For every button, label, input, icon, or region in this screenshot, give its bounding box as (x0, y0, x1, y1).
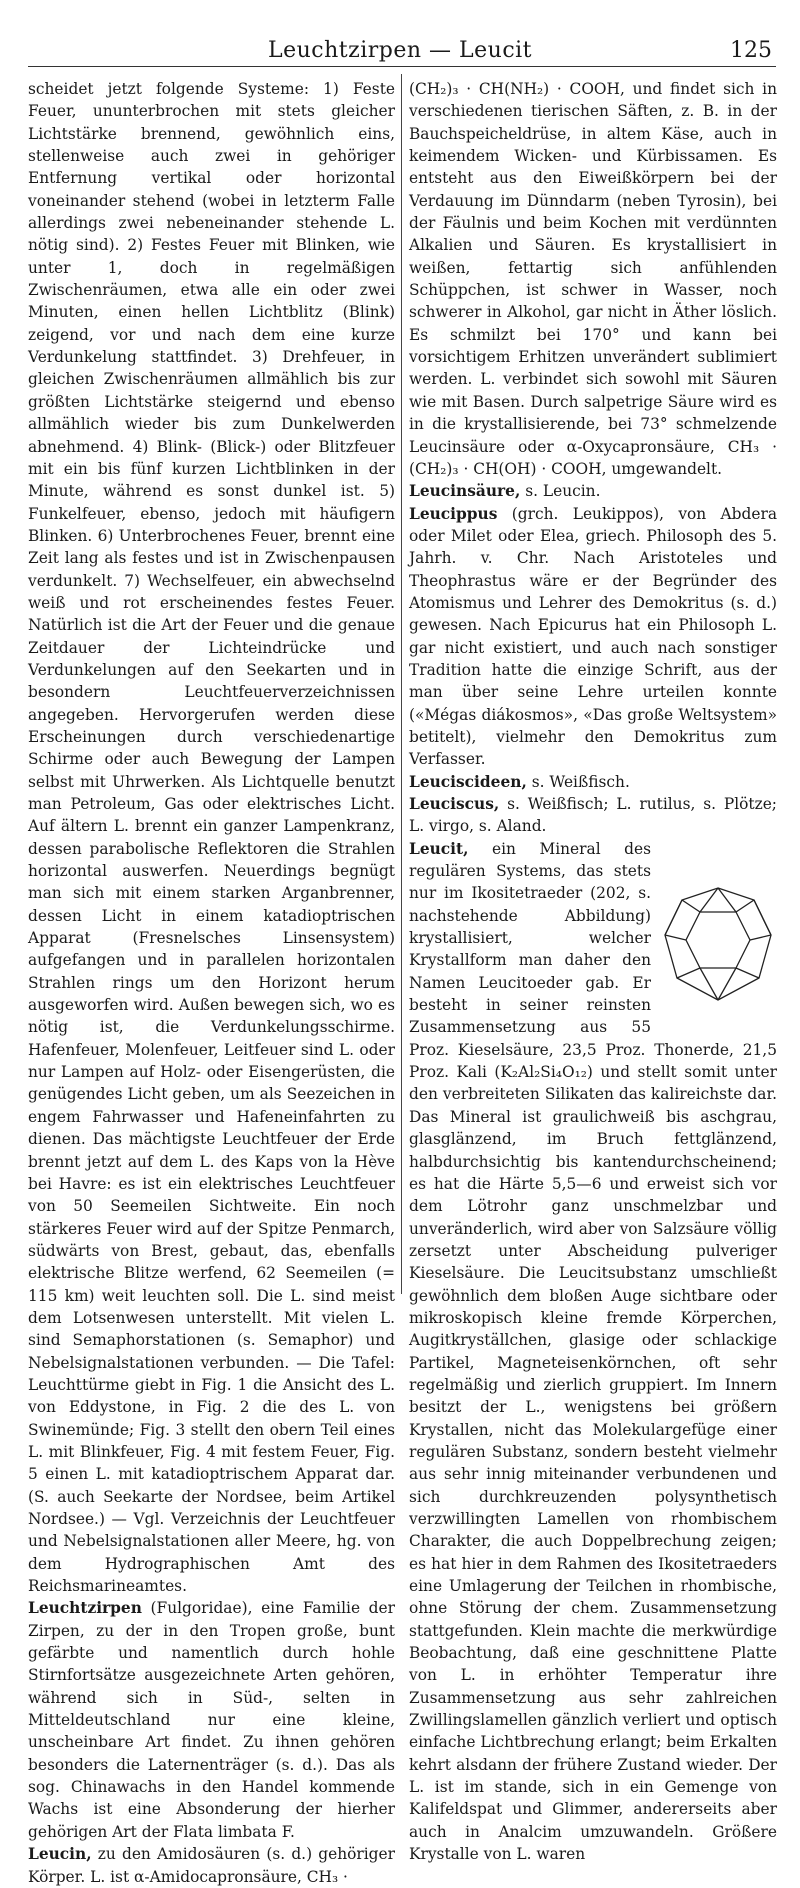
entry-text: s. Leucin. (520, 482, 601, 501)
entry-leucin (28, 1843, 395, 1888)
left-column (28, 78, 395, 1888)
icositetrahedron-crystal-illustration (659, 840, 777, 1030)
header-rule (28, 66, 776, 67)
headword: Leuciscus, (409, 795, 500, 813)
leucin-continuation: (CH₂)₃ · CH(NH₂) · COOH, und findet sich in verschiedenen tierischen Säften, z. B. in der Bauchspeicheldrüse, in altem Käse, auch in keimendem Wicken- und Kürbissamen. Es entsteht aus den Eiweißkörpern bei der Verdauung im Dünndarm (neben Tyrosin), bei der Fäulnis und beim Kochen mit verdünnten Alkalien und Säuren. Es krystallisiert in weißen, fettartig sich anfühlenden Schüppchen, ist schwer in Wasser, noch schwerer in Alkohol, gar nicht in Äther löslich. Es schmilzt bei 170° und kann bei vorsichtigem Erhitzen unverändert sublimiert werden. L. verbindet sich sowohl mit Säuren wie mit Basen. Durch salpetrige Säure wird es in die krystallisierende, bei 73° schmelzende Leucinsäure oder α-Oxycapronsäure, CH₃ · (CH₂)₃ · CH(OH) · COOH, umgewandelt. (409, 80, 777, 478)
entry-text: s. Weißfisch; L. rutilus, s. Plötze; L. virgo, s. Aland. (409, 795, 777, 836)
headword: Leuciscideen, (409, 772, 527, 791)
crystal-icon (659, 840, 777, 1030)
headword: Leucippus (409, 504, 498, 523)
headword: Leucin, (28, 1845, 92, 1864)
entry-leucinsaeure (409, 480, 777, 502)
entry-text: ein Mineral des regulären Systems, das stets nur im Ikositetraeder (202, s. nachstehende Abbildung) krystallisiert, welcher Krystallform man daher den Namen Leucitoeder gab. Er besteht in seiner reinsten Zusammensetzung aus 55 Proz. Kieselsäure, 23,5 Proz. Thonerde, 21,5 Proz. Kali ( (409, 839, 777, 1082)
headword: Leuchtzirpen (28, 1599, 142, 1618)
headword: Leucinsäure, (409, 482, 521, 501)
entry-leuchtzirpen (28, 1597, 395, 1843)
leuchtturm-continuation: scheidet jetzt folgende Systeme: 1) Feste Feuer, ununterbrochen mit stets gleicher Lichtstärke brennend, gewöhnlich eins, stellenweise auch zwei in gehöriger Entfernung vertikal oder horizontal voneinander stehend (wobei in letzterm Falle allerdings zwei nebeneinander stehende L. nötig sind). 2) Festes Feuer mit Blinken, wie unter 1, doch in regelmäßigen Zwischenräumen, etwa alle ein oder zwei Minuten, einen hellen Lichtblitz (Blink) zeigend, vor und nach dem eine kurze Verdunkelung stattfindet. 3) Drehfeuer, in gleichen Zwischenräumen allmählich bis zur größten Lichtstärke steigernd und ebenso allmählich wieder bis zum Dunkelwerden abnehmend. 4) Blink- (Blick-) oder Blitzfeuer mit ein bis fünf kurzen Lichtblinken in der Minute, während es sonst dunkel ist. 5) Funkelfeuer, ebenso, jedoch mit häufigern Blinken. 6) Unterbrochenes Feuer, brennt eine Zeit lang als festes und ist in Zwischenpausen verdunkelt. 7) Wechselfeuer, ein abwechselnd weiß und rot erscheinendes festes Feuer. Natürlich ist die Art der Feuer und die genaue Zeitdauer der Lichteindrücke und Verdunkelungen auf den Seekarten und in besondern Leuchtfeuerverzeichnissen angegeben. Hervorgerufen werden diese Erscheinungen durch verschiedenartige Schirme oder auch Bewegung der Lampen selbst mit Uhrwerken. Als Lichtquelle benutzt man Petroleum, Gas oder elektrisches Licht. Auf ältern L. brennt ein ganzer Lampenkranz, dessen parabolische Reflektoren die Strahlen horizontal auswerfen. Neuerdings begnügt man sich mit einem starken Arganbrenner, dessen Licht in einem katadioptrischen Apparat (Fresnelsches Linsensystem) aufgefangen und in parallelen horizontalen Strahlen rings um den Horizont herum ausgeworfen wird. Außen bewegen sich, wo es nötig ist, die Verdunkelungsschirme. Hafenfeuer, Molenfeuer, Leitfeuer sind L. oder nur Lampen auf Holz- oder Eisengerüsten, die genügendes Licht geben, um als Seezeichen in engem Fahrwasser und Hafeneinfahrten zu dienen. Das mächtigste Leuchtfeuer der Erde brennt jetzt auf dem L. des Kaps von la Hève bei Havre: es ist ein elektrisches Leuchtfeuer von 50 Seemeilen Sichtweite. Ein noch stärkeres Feuer wird auf der Spitze Penmarch, südwärts von Brest, gebaut, das, ebenfalls elektrische Blitze werfend, 62 Seemeilen (= 115 km) weit leuchten soll. Die L. sind meist dem Lotsenwesen unterstellt. Mit vielen L. sind Semaphorstationen (s. Semaphor) und Nebelsignalstationen verbunden. — Die Tafel: Leuchttürme giebt in Fig. 1 die Ansicht des L. von Eddystone, in Fig. 2 die des L. von Swinemünde; Fig. 3 stellt den obern Teil eines L. mit Blinkfeuer, Fig. 4 mit festem Feuer, Fig. 5 einen L. mit katadioptrischem Apparat dar. (S. auch Seekarte der Nordsee, beim Artikel Nordsee.) — Vgl. Verzeichnis der Leuchtfeuer und Nebelsignalstationen aller Meere, hg. von dem Hydrographischen Amt des Reichsmarineamtes. (28, 80, 395, 1596)
page-number: 125 (730, 38, 772, 63)
entry-text: zu den Amidosäuren (s. d.) gehöriger Körper. L. ist α-Amidocapronsäure, CH₃ · (28, 1845, 395, 1886)
running-title: Leuchtzirpen — Leucit (267, 38, 533, 63)
page-header (0, 38, 800, 68)
right-column (409, 78, 777, 1866)
entry-text: (Fulgoridae), eine Familie der Zirpen, zu der in den Tropen große, bunt gefärbte und namentlich durch hohle Stirnfortsätze ausgezeichnete Arten gehören, während sich in Süd-, selten in Mitteldeutschland nur eine kleine, unscheinbare Art findet. Zu ihnen gehören besonders die Laternenträger (s. d.). Das als sog. Chinawachs in den Handel kommende Wachs ist eine Absonderung der hierher gehörigen Art der Flata limbata F. (28, 1599, 395, 1841)
chemical-formula: K₂Al₂Si₄O₁₂ (500, 1063, 587, 1082)
entry-text: (grch. Leukippos), von Abdera oder Milet oder Elea, griech. Philosoph des 5. Jahrh. v. Chr. Nach Aristoteles und Theophrastus wäre er der Begründer des Atomismus und Lehrer des Demokritus (s. d.) gewesen. Nach Epicurus hat ein Philosoph L. gar nicht existiert, und auch nach sonstiger Tradition hatte die einzige Schrift, aus der man über seine Lehre urteilen konnte («Mégas diákosmos», «Das große Weltsystem» betitelt), vielmehr den Demokritus zum Verfasser. (409, 504, 777, 769)
entry-leucippus (409, 503, 777, 771)
entry-leuciscus (409, 793, 777, 838)
column-divider (401, 74, 402, 1294)
entry-leucit (409, 838, 777, 1866)
headword: Leucit, (409, 839, 469, 858)
entry-leuciscideen (409, 771, 777, 793)
entry-text: s. Weißfisch. (526, 772, 630, 791)
entry-text: ) und stellt somit unter den verbreiteten Silikaten das kalireichste dar. Das Mineral ist graulichweiß bis aschgrau, glasglänzend, im Bruch fettglänzend, halbdurchsichtig bis kantendurchscheinend; es hat die Härte 5,5—6 und erweist sich vor dem Lötrohr ganz unschmelzbar und unveränderlich, wird aber von Salzsäure völlig zersetzt unter Abscheidung pulveriger Kieselsäure. Die Leucitsubstanz umschließt gewöhnlich dem bloßen Auge sichtbare oder mikroskopisch kleine fremde Körperchen, Augitkryställchen, glasige oder schlackige Partikel, Magneteisenkörnchen, oft sehr regelmäßig und zierlich gruppiert. Im Innern besitzt der L., wenigstens bei größern Krystallen, nicht das Molekulargefüge einer regulären Substanz, sondern besteht vielmehr aus sehr innig miteinander verbundenen und sich durchkreuzenden polysynthetisch verzwillingten Lamellen von rhombischem Charakter, die auch Doppelbrechung zeigen; es hat hier in dem Rahmen des Ikositetraeders eine Umlagerung der Teilchen in rhombische, ohne Störung der chem. Zusammensetzung stattgefunden. Klein machte die merkwürdige Beobachtung, daß eine geschnittene Platte von L. in erhöhter Temperatur ihre Zusammensetzung aus sehr zahlreichen Zwillingslamellen gänzlich verliert und optisch einfache Lichtbrechung erlangt; beim Erkalten kehrt alsdann der frühere Zustand wieder. Der L. ist im stande, sich in ein Gemenge von Kalifeldspat und Glimmer, andererseits aber auch in Analcim umzuwandeln. Größere Krystalle von L. waren (409, 1063, 777, 1864)
